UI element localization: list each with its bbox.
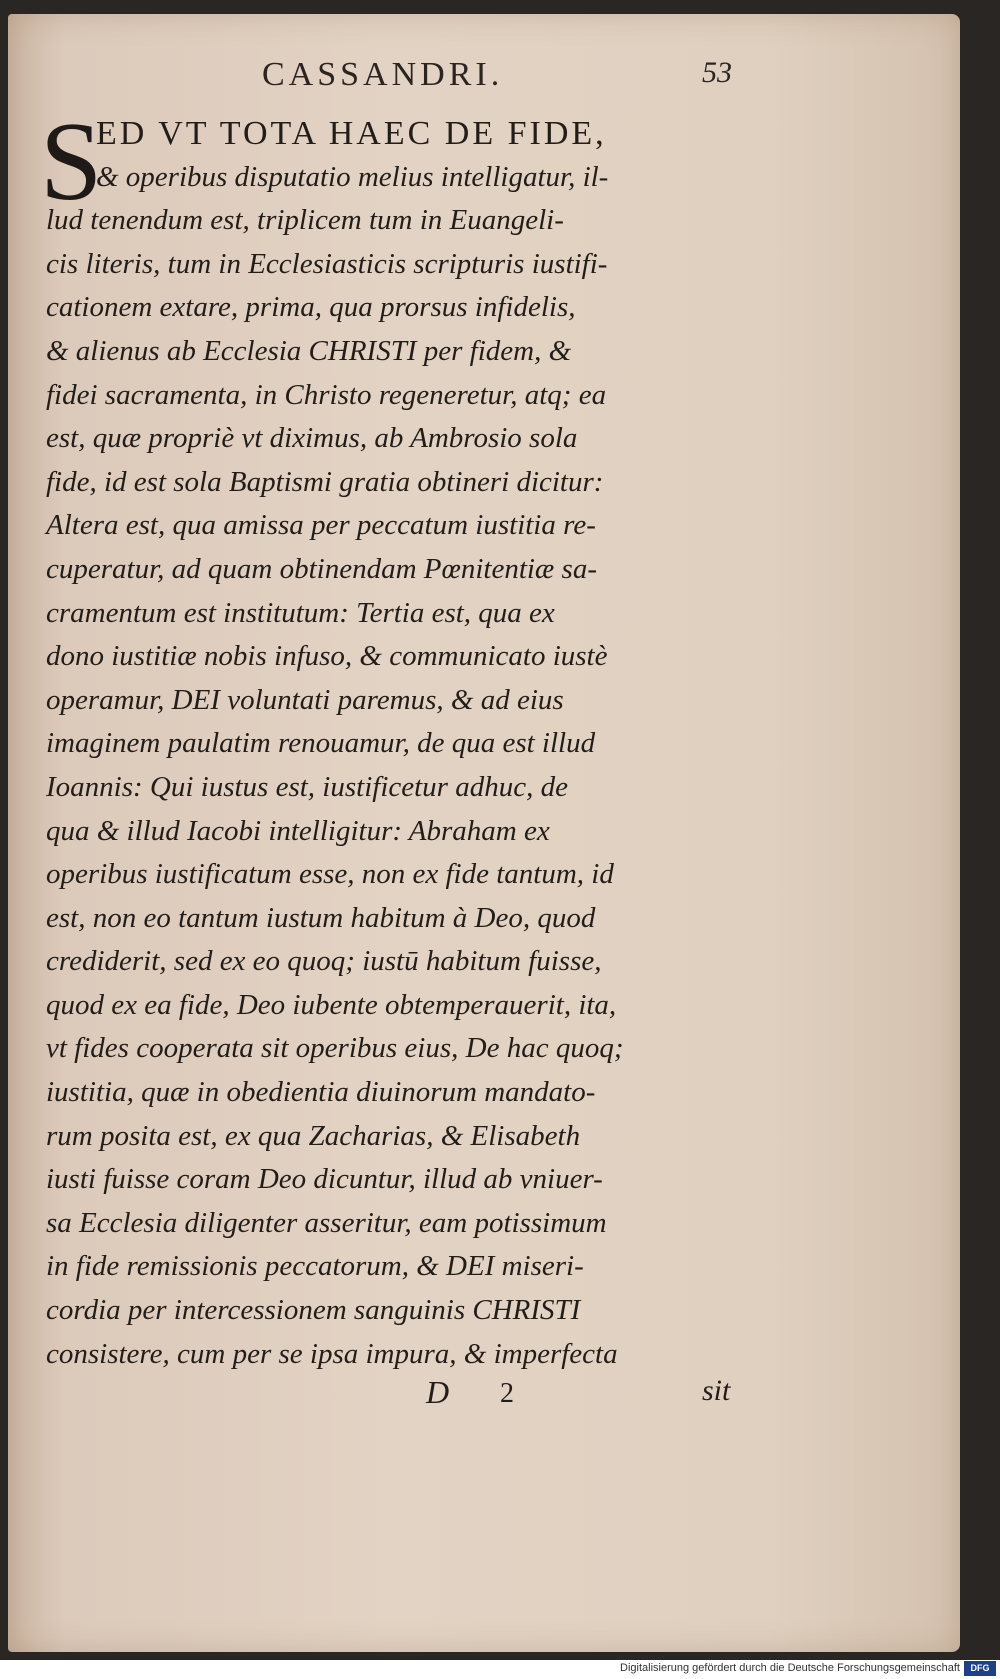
signature-mark-number: 2: [500, 1378, 514, 1409]
text-line: qua & illud Iacobi intelligitur: Abraham ex: [46, 814, 550, 847]
text-line: cuperatur, ad quam obtinendam Pœnitentiæ sa-: [46, 552, 597, 585]
page-number: 53: [702, 56, 732, 89]
text-line: cis literis, tum in Ecclesiasticis scripturis iustifi-: [46, 247, 608, 280]
text-line: est, quæ propriè vt diximus, ab Ambrosio sola: [46, 422, 578, 455]
text-line: vt fides cooperata sit operibus eius, De hac quoq;: [46, 1032, 624, 1065]
text-line: iusti fuisse coram Deo dicuntur, illud ab vniuer-: [46, 1163, 603, 1196]
text-line: dono iustitiæ nobis infuso, & communicato iustè: [46, 640, 608, 673]
text-line: crediderit, sed ex eo quoq; iustū habitum fuisse,: [46, 945, 602, 978]
dfg-logo: DFG: [964, 1661, 996, 1676]
body-text: [46, 112, 746, 1376]
text-line: in fide remissionis peccatorum, & DEI miseri-: [46, 1250, 584, 1283]
text-line: rum posita est, ex qua Zacharias, & Elisabeth: [46, 1119, 581, 1152]
text-line: cramentum est institutum: Tertia est, qua ex: [46, 596, 555, 629]
text-line: Ioannis: Qui iustus est, iustificetur adhuc, de: [46, 770, 568, 803]
catchword: sit: [702, 1374, 731, 1407]
text-line: fidei sacramenta, in Christo regeneretur, atq; ea: [46, 378, 607, 411]
text-line: consistere, cum per se ipsa impura, & imperfecta: [46, 1337, 618, 1370]
signature-mark-letter: D: [426, 1374, 450, 1410]
text-line: iustitia, quæ in obedientia diuinorum mandato-: [46, 1076, 596, 1109]
text-line: sa Ecclesia diligenter asseritur, eam potissimum: [46, 1206, 607, 1239]
text-line: quod ex ea fide, Deo iubente obtemperauerit, ita,: [46, 988, 617, 1021]
drop-cap: S: [40, 100, 103, 224]
text-line: operibus iustificatum esse, non ex fide tantum, id: [46, 858, 614, 891]
footer-credit: Digitalisierung gefördert durch die Deutsche Forschungsgemeinschaft: [620, 1662, 960, 1674]
text-line: & operibus disputatio melius intelligatur, il-: [96, 160, 609, 193]
text-line: cationem extare, prima, qua prorsus infidelis,: [46, 291, 576, 324]
text-line: imaginem paulatim renouamur, de qua est illud: [46, 727, 596, 760]
text-line: Altera est, qua amissa per peccatum iustitia re-: [46, 509, 596, 542]
text-line: cordia per intercessionem sanguinis CHRISTI: [46, 1294, 581, 1327]
text-line: operamur, DEI voluntati paremus, & ad eius: [46, 683, 564, 716]
text-line: est, non eo tantum iustum habitum à Deo, quod: [46, 901, 596, 934]
running-head: CASSANDRI.: [262, 56, 504, 93]
text-line: lud tenendum est, triplicem tum in Euangeli-: [46, 204, 564, 237]
text-line: fide, id est sola Baptismi gratia obtineri dicitur:: [46, 465, 604, 498]
text-line: & alienus ab Ecclesia CHRISTI per fidem, &: [46, 334, 572, 367]
text-line: ED VT TOTA HAEC DE FIDE,: [96, 115, 607, 152]
